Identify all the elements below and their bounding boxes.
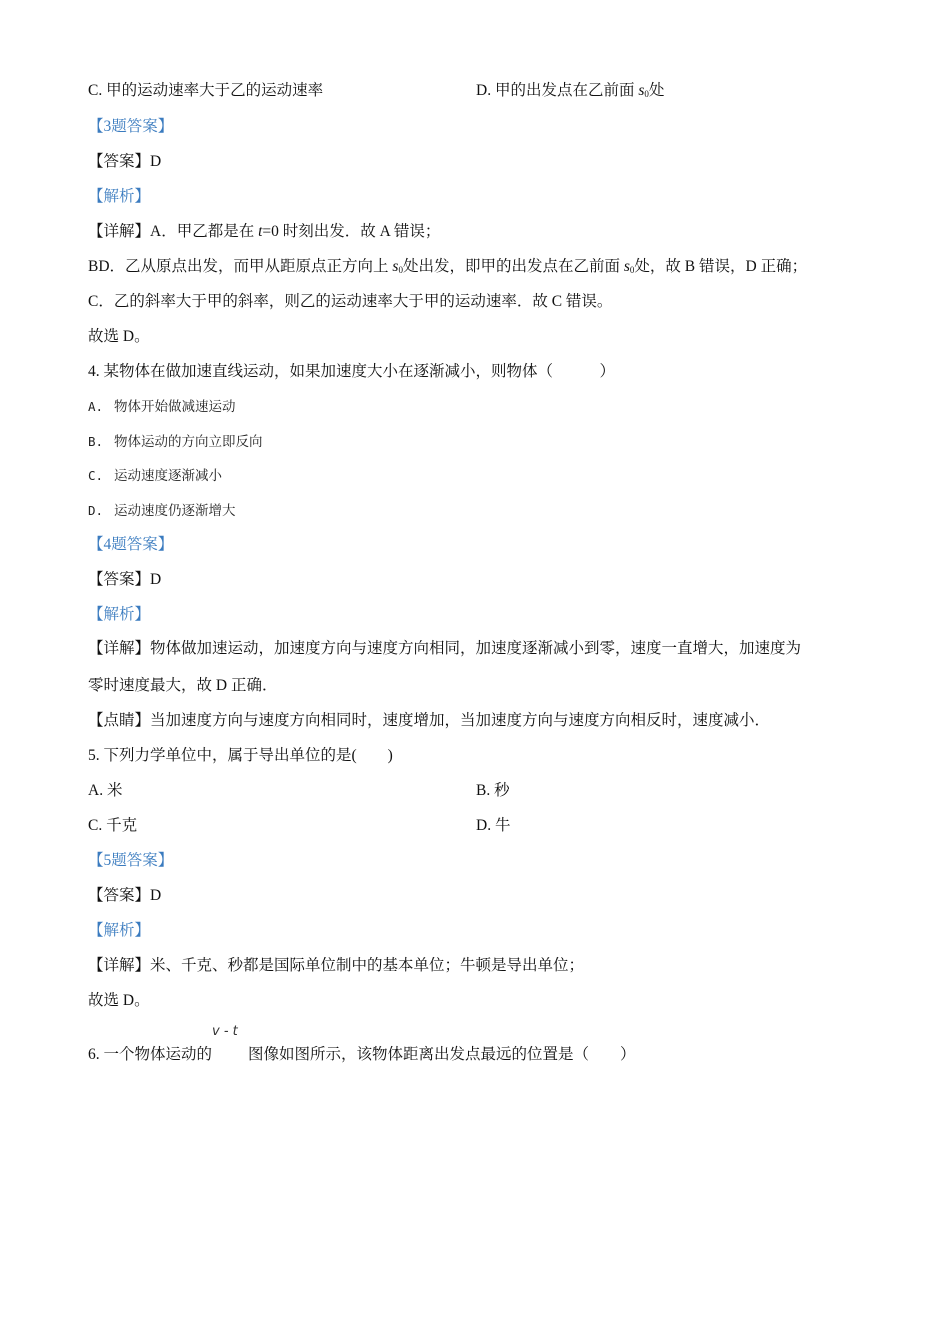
q5-option-c: C. 千克	[88, 817, 138, 834]
q5-analysis-tag: 【解析】	[88, 922, 151, 939]
q4-answer-tag: 【4题答案】	[88, 536, 174, 553]
q5-detail: 【详解】米、千克、秒都是国际单位制中的基本单位；牛顿是导出单位；	[88, 957, 585, 974]
q5-option-d: D. 牛	[476, 817, 511, 834]
q3-detail-bd: BD．乙从原点出发，而甲从距原点正方向上 $s_0$处出发，即甲的出发点在乙前面 $s_0$处，故 B 错误，D 正确；	[88, 258, 808, 275]
q5-choose: 故选 D。	[88, 992, 150, 1009]
q3-detail-a: 【详解】A．甲乙都是在 t=0 时刻出发．故 A 错误；	[88, 223, 441, 240]
q3-option-d: D. 甲的出发点在乙前面 $s_0$处	[476, 82, 665, 99]
q5-answer-tag: 【5题答案】	[88, 852, 174, 869]
q5-option-a: A. 米	[88, 782, 123, 799]
q5-question: 5. 下列力学单位中，属于导出单位的是( )	[88, 747, 393, 764]
q6-question: 6. 一个物体运动的 v - t 图像如图所示，该物体距离出发点最远的位置是（ ）	[88, 1024, 636, 1063]
q6-vt-formula: v - t	[212, 1024, 238, 1039]
q4-option-d: D. 运动速度仍逐渐增大	[88, 503, 236, 518]
q4-question: 4. 某物体在做加速直线运动，如果加速度大小在逐渐减小，则物体（ ）	[88, 363, 616, 380]
q4-comment: 【点睛】当加速度方向与速度方向相同时，速度增加，当加速度方向与速度方向相反时，速度减小．	[88, 712, 771, 729]
q3-analysis-tag: 【解析】	[88, 188, 151, 205]
q3-answer: 【答案】D	[88, 153, 162, 170]
q4-detail-1: 【详解】物体做加速运动，加速度方向与速度方向相同，加速度逐渐减小到零，速度一直增大，加速度为	[88, 640, 802, 657]
q3-choose: 故选 D。	[88, 328, 150, 345]
q4-option-c: C. 运动速度逐渐减小	[88, 468, 222, 483]
q4-analysis-tag: 【解析】	[88, 606, 151, 623]
q4-answer: 【答案】D	[88, 571, 162, 588]
q3-answer-tag: 【3题答案】	[88, 118, 174, 135]
q3-option-c: C. 甲的运动速率大于乙的运动速率	[88, 82, 324, 99]
q5-option-b: B. 秒	[476, 782, 510, 799]
q3-detail-c: C．乙的斜率大于甲的斜率，则乙的运动速率大于甲的运动速率．故 C 错误。	[88, 293, 613, 310]
q4-detail-2: 零时速度最大，故 D 正确．	[88, 677, 278, 694]
q5-answer: 【答案】D	[88, 887, 162, 904]
q4-option-a: A. 物体开始做减速运动	[88, 399, 236, 414]
q4-option-b: B. 物体运动的方向立即反向	[88, 434, 263, 449]
